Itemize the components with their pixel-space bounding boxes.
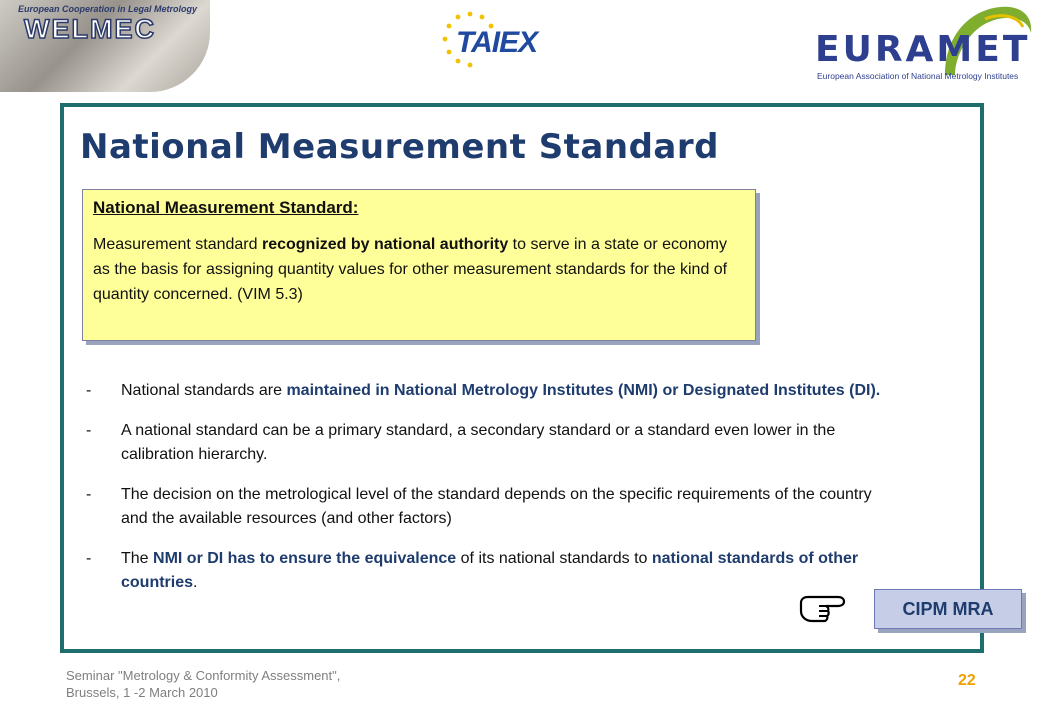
taiex-wordmark: TAIEX <box>456 26 538 59</box>
definition-text-bold: recognized by national authority <box>261 236 509 253</box>
bullet-dash: - <box>86 486 92 503</box>
definition-heading: National Measurement Standard: <box>93 198 359 217</box>
content-frame <box>60 103 994 653</box>
footer <box>66 667 340 701</box>
bullet-text-post: . <box>193 574 198 591</box>
bullet-highlight: NMI or DI has to ensure the equivalence <box>153 550 457 567</box>
definition-text-pre: Measurement standard <box>93 236 262 253</box>
pointing-hand-icon <box>798 587 848 627</box>
definition-text-post: to serve in a state or economy as the basis for assigning quantity values for other measurement standards for the kind of quantity concerned. (VIM 5.3) <box>93 236 728 303</box>
list-item <box>86 483 886 531</box>
welmec-wordmark: WELMEC <box>24 14 156 44</box>
euramet-wordmark: EURAMET <box>815 29 1031 70</box>
bullet-text-mid: of its national standards to <box>456 550 652 567</box>
bullet-dash: - <box>86 422 92 439</box>
bullet-text: The decision on the metrological level of the standard depends on the specific requirements of the country and the available resources (and other factors) <box>121 486 872 527</box>
definition-text <box>93 232 745 307</box>
bullet-text-pre: The <box>121 550 154 567</box>
euramet-subtitle: European Association of National Metrology Institutes <box>817 71 1019 81</box>
footer-location-date: Brussels, 1 -2 March 2010 <box>66 685 218 700</box>
bullet-text: A national standard can be a primary standard, a secondary standard or a standard even lower in the calibration hierarchy. <box>121 422 836 463</box>
euramet-logo <box>795 5 1035 95</box>
footer-seminar: Seminar "Metrology & Conformity Assessment", <box>66 668 341 683</box>
slide-title: National Measurement Standard <box>80 127 719 167</box>
bullet-text-pre: National standards are <box>121 382 287 399</box>
cipm-mra-button[interactable]: CIPM MRA <box>874 589 1022 629</box>
bullet-highlight: maintained in National Metrology Institutes (NMI) or Designated Institutes (DI). <box>286 382 881 399</box>
welmec-tagline: European Cooperation in Legal Metrology <box>18 4 198 14</box>
bullet-highlight: national standards of other countries <box>121 550 859 591</box>
page-number: 22 <box>958 672 976 689</box>
definition-box <box>82 189 756 341</box>
bullet-dash: - <box>86 382 92 399</box>
welmec-logo <box>0 0 215 95</box>
taiex-logo <box>440 10 550 70</box>
list-item <box>86 379 886 403</box>
bullet-dash: - <box>86 550 92 567</box>
list-item <box>86 547 886 595</box>
list-item <box>86 419 886 467</box>
bullet-list <box>86 379 886 611</box>
